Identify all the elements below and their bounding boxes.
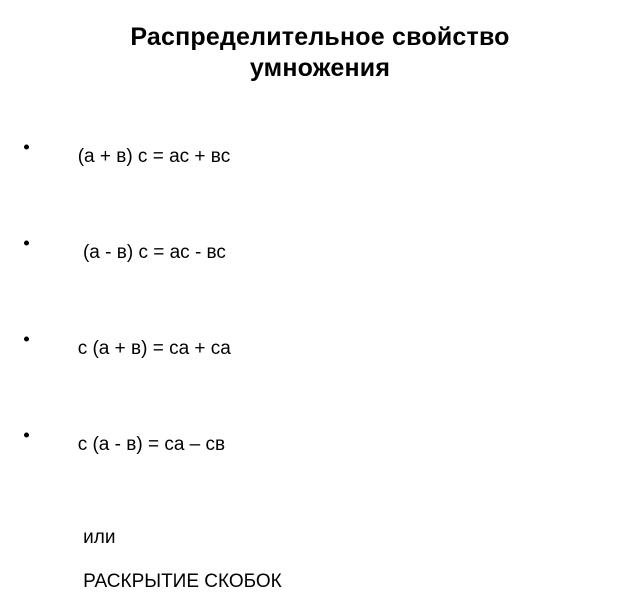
bullet-dot-icon	[24, 145, 29, 150]
footer-note	[0, 505, 640, 615]
list-item-label: с (а + в) = са + са	[77, 338, 231, 359]
list-item-label: (а - в) с = ас - вс	[77, 242, 226, 263]
bullet-dot-icon	[24, 337, 29, 342]
list-item-label: с (а - в) = са – св	[77, 434, 226, 455]
list-item	[18, 109, 640, 185]
formula-list	[0, 109, 640, 473]
list-item	[18, 397, 640, 473]
bullet-dot-icon	[24, 433, 29, 438]
page-title-line-1: Распределительное свойство	[130, 23, 510, 51]
page-title	[0, 0, 640, 83]
footer-note-text: РАСКРЫТИЕ СКОБОК	[83, 571, 282, 592]
page-title-line-2: умножения	[249, 53, 391, 82]
list-item	[18, 301, 640, 377]
footer-note-label: или	[83, 527, 116, 548]
list-item-label: (а + в) с = ас + вс	[77, 146, 231, 167]
list-item	[18, 205, 640, 281]
bullet-dot-icon	[24, 241, 29, 246]
